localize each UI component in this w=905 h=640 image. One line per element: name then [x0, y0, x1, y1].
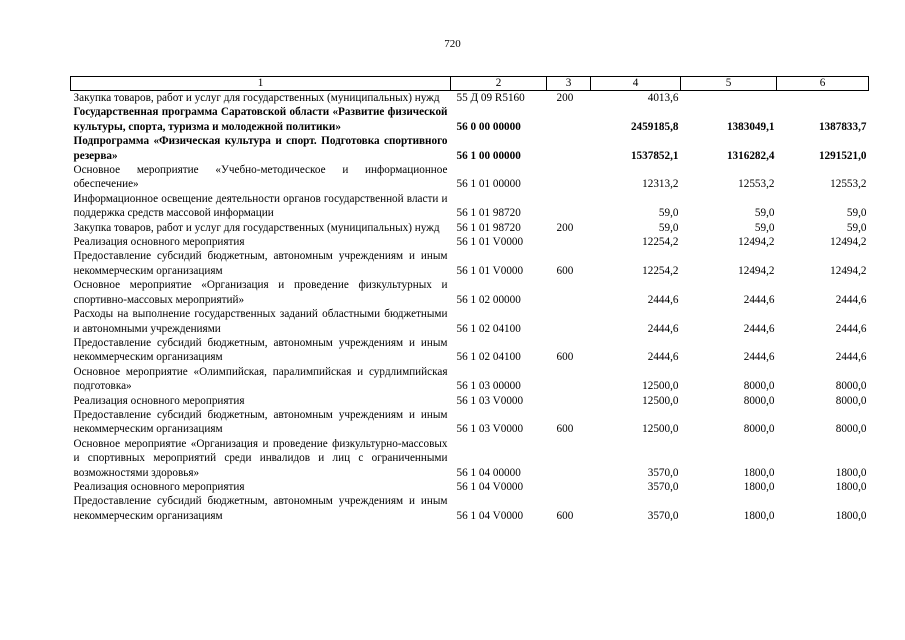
row-amount-1-cell: 59,0	[658, 221, 679, 234]
table-row	[71, 249, 869, 278]
row-amount-2-cell: 2444,6	[743, 293, 775, 306]
table-row	[71, 221, 869, 235]
row-amount-1-cell: 12254,2	[642, 236, 679, 249]
table-row	[71, 307, 869, 336]
row-expense-type-cell: 600	[556, 264, 574, 277]
row-code-cell: 56 1 01 98720	[456, 221, 521, 234]
row-code-cell: 56 1 03 V0000	[456, 423, 524, 436]
row-name-cell: Предоставление субсидий бюджетным, автономным учреждениям и иным некоммерческим организациям	[73, 336, 448, 364]
row-amount-1-cell: 1537852,1	[630, 149, 679, 162]
row-code-cell: 56 1 01 V0000	[456, 264, 524, 277]
row-expense-type-cell	[547, 235, 591, 249]
row-amount-3-cell: 12553,2	[830, 178, 867, 191]
column-header-5: 5	[681, 77, 777, 91]
row-amount-3-cell: 1800,0	[835, 480, 867, 493]
row-expense-type-cell	[547, 192, 591, 221]
column-header-1: 1	[71, 77, 451, 91]
table-row	[71, 192, 869, 221]
row-name-cell: Реализация основного мероприятия	[73, 394, 245, 407]
row-expense-type-cell	[547, 437, 591, 480]
column-header-3: 3	[547, 77, 591, 91]
row-name-cell: Основное мероприятие «Организация и проведение физкультурных и спортивно-массовых мероприятий»	[73, 279, 448, 306]
row-amount-3-cell: 59,0	[846, 221, 867, 234]
row-name-cell: Предоставление субсидий бюджетным, автономным учреждениям и иным некоммерческим организациям	[73, 408, 448, 436]
row-amount-2-cell: 12494,2	[738, 264, 775, 277]
row-amount-3-cell: 12494,2	[830, 236, 867, 249]
row-name-cell: Реализация основного мероприятия	[73, 480, 245, 493]
row-code-cell: 56 1 04 00000	[456, 466, 521, 479]
table-row	[71, 437, 869, 480]
row-name-cell: Подпрограмма «Физическая культура и спорт. Подготовка спортивного резерва»	[73, 135, 448, 162]
row-amount-3-cell: 2444,6	[835, 351, 867, 364]
row-amount-1-cell: 4013,6	[647, 92, 679, 104]
row-name-cell: Основное мероприятие «Учебно-методическое и информационное обеспечение»	[73, 164, 448, 191]
row-amount-3-cell: 1291521,0	[818, 149, 867, 162]
row-amount-1-cell: 2444,6	[647, 351, 679, 364]
row-amount-3-cell: 59,0	[846, 207, 867, 220]
row-amount-2-cell: 1800,0	[743, 509, 775, 522]
row-amount-2-cell	[681, 91, 777, 106]
budget-table-container	[70, 76, 868, 523]
row-name-cell: Информационное освещение деятельности органов государственной власти и поддержка средств массовой информации	[73, 192, 448, 220]
row-amount-3-cell: 8000,0	[835, 380, 867, 393]
table-row	[71, 494, 869, 523]
table-row	[71, 480, 869, 494]
row-amount-1-cell: 3570,0	[647, 509, 679, 522]
row-amount-2-cell: 2444,6	[743, 322, 775, 335]
row-code-cell: 56 1 00 00000	[456, 149, 521, 162]
table-row	[71, 235, 869, 249]
row-amount-2-cell: 8000,0	[743, 380, 775, 393]
table-row	[71, 365, 869, 394]
table-row	[71, 278, 869, 307]
row-amount-1-cell: 59,0	[658, 207, 679, 220]
row-expense-type-cell	[547, 480, 591, 494]
table-row	[71, 394, 869, 408]
row-expense-type-cell	[547, 278, 591, 307]
row-amount-2-cell: 59,0	[754, 221, 775, 234]
row-code-cell: 56 1 01 00000	[456, 178, 521, 191]
row-code-cell: 56 0 00 00000	[456, 120, 521, 133]
row-name-cell: Предоставление субсидий бюджетным, автономным учреждениям и иным некоммерческим организациям	[73, 495, 448, 522]
row-amount-3-cell	[777, 91, 869, 106]
row-amount-2-cell: 12494,2	[738, 236, 775, 249]
row-expense-type-cell	[547, 163, 591, 192]
row-amount-3-cell: 2444,6	[835, 293, 867, 306]
row-code-cell: 56 1 03 00000	[456, 380, 521, 393]
row-code-cell: 56 1 03 V0000	[456, 394, 524, 407]
row-amount-1-cell: 2444,6	[647, 293, 679, 306]
row-expense-type-cell: 600	[556, 351, 574, 364]
row-amount-3-cell: 2444,6	[835, 322, 867, 335]
row-amount-1-cell: 2444,6	[647, 322, 679, 335]
row-expense-type-cell: 200	[556, 221, 574, 234]
row-expense-type-cell	[547, 134, 591, 163]
row-code-cell: 56 1 02 04100	[456, 322, 521, 335]
table-row	[71, 134, 869, 163]
column-header-6: 6	[777, 77, 869, 91]
row-amount-2-cell: 59,0	[754, 207, 775, 220]
row-amount-2-cell: 12553,2	[738, 178, 775, 191]
row-amount-3-cell: 8000,0	[835, 394, 867, 407]
row-amount-1-cell: 12313,2	[642, 178, 679, 191]
row-amount-2-cell: 1383049,1	[726, 120, 775, 133]
row-code-cell: 56 1 04 V0000	[456, 480, 524, 493]
row-amount-3-cell: 1387833,7	[818, 120, 867, 133]
column-header-2: 2	[451, 77, 547, 91]
row-amount-2-cell: 2444,6	[743, 351, 775, 364]
row-code-cell: 56 1 02 04100	[456, 351, 521, 364]
row-amount-1-cell: 3570,0	[647, 480, 679, 493]
row-expense-type-cell: 600	[556, 509, 574, 522]
table-row	[71, 91, 869, 106]
row-code-cell: 56 1 02 00000	[456, 293, 521, 306]
budget-table	[70, 76, 869, 523]
table-header-row	[71, 77, 869, 91]
row-name-cell: Основное мероприятие «Олимпийская, паралимпийская и сурдлимпийская подготовка»	[73, 365, 448, 393]
row-name-cell: Государственная программа Саратовской области «Развитие физической культуры, спорта, туризма и молодежной политики»	[73, 106, 448, 133]
row-expense-type-cell	[547, 307, 591, 336]
row-amount-3-cell: 1800,0	[835, 466, 867, 479]
row-name-cell: Основное мероприятие «Организация и проведение физкультурно-массовых и спортивных мероприятий среди инвалидов и лиц с ограниченными возможностями здоровья»	[73, 437, 448, 479]
row-amount-2-cell: 1316282,4	[726, 149, 775, 162]
row-code-cell: 56 1 01 V0000	[456, 236, 524, 249]
row-amount-1-cell: 12254,2	[642, 264, 679, 277]
row-name-cell: Расходы на выполнение государственных заданий областными бюджетными и автономными учреждениями	[73, 308, 448, 335]
table-row	[71, 163, 869, 192]
row-amount-2-cell: 8000,0	[743, 394, 775, 407]
row-amount-1-cell: 12500,0	[642, 423, 679, 436]
row-name-cell: Закупка товаров, работ и услуг для государственных (муниципальных) нужд	[73, 92, 440, 104]
table-header	[71, 77, 869, 91]
row-amount-3-cell: 12494,2	[830, 264, 867, 277]
table-row	[71, 105, 869, 134]
column-header-4: 4	[591, 77, 681, 91]
row-expense-type-cell	[547, 365, 591, 394]
row-amount-1-cell: 12500,0	[642, 394, 679, 407]
row-amount-2-cell: 8000,0	[743, 423, 775, 436]
row-expense-type-cell	[547, 105, 591, 134]
row-expense-type-cell: 200	[556, 92, 574, 104]
table-body	[71, 91, 869, 524]
row-code-cell: 56 1 04 V0000	[456, 509, 524, 522]
row-amount-2-cell: 1800,0	[743, 480, 775, 493]
row-amount-3-cell: 1800,0	[835, 509, 867, 522]
row-expense-type-cell	[547, 394, 591, 408]
row-amount-1-cell: 3570,0	[647, 466, 679, 479]
row-amount-1-cell: 12500,0	[642, 380, 679, 393]
page-number: 720	[444, 38, 461, 50]
row-name-cell: Предоставление субсидий бюджетным, автономным учреждениям и иным некоммерческим организациям	[73, 250, 448, 277]
row-amount-3-cell: 8000,0	[835, 423, 867, 436]
row-code-cell: 56 1 01 98720	[456, 207, 521, 220]
row-amount-1-cell: 2459185,8	[630, 120, 679, 133]
row-name-cell: Закупка товаров, работ и услуг для государственных (муниципальных) нужд	[73, 221, 440, 234]
row-code-cell: 55 Д 09 R5160	[456, 92, 525, 104]
table-row	[71, 336, 869, 365]
table-row	[71, 408, 869, 437]
row-name-cell: Реализация основного мероприятия	[73, 236, 245, 249]
row-amount-2-cell: 1800,0	[743, 466, 775, 479]
row-expense-type-cell: 600	[556, 423, 574, 436]
